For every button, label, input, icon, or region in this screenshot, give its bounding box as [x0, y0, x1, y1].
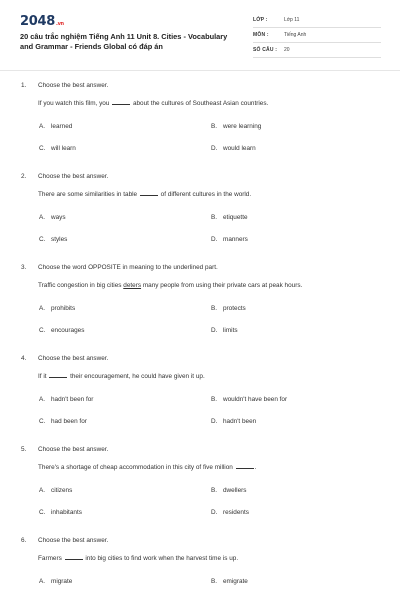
page-header: [0, 0, 400, 70]
question-number: 4.: [21, 355, 27, 362]
question-text: [38, 191, 251, 198]
option-text: ways: [51, 214, 66, 221]
option-letter: A.: [39, 396, 46, 403]
option-letter: D.: [211, 509, 218, 516]
option-text: etiquette: [223, 214, 248, 221]
site-logo[interactable]: [20, 14, 64, 29]
question-text-after: their encouragement, he could have given it up.: [70, 373, 205, 380]
option-c[interactable]: [39, 418, 87, 425]
option-letter: A.: [39, 123, 46, 130]
question-instruction: Choose the best answer.: [38, 173, 109, 180]
question-text-before: There are some similarities in table: [38, 191, 138, 198]
option-c[interactable]: [39, 509, 82, 516]
option-text: dwellers: [223, 487, 247, 494]
question-text: [38, 555, 238, 562]
answer-blank: [112, 104, 130, 105]
option-d[interactable]: [211, 236, 248, 243]
logo-suffix: .vn: [55, 21, 64, 27]
meta-count-row: [253, 44, 381, 58]
option-a[interactable]: [39, 123, 72, 130]
option-letter: A.: [39, 578, 46, 585]
meta-grade-row: [253, 14, 381, 28]
option-c[interactable]: [39, 327, 84, 334]
option-d[interactable]: [211, 418, 256, 425]
option-text: encourages: [51, 327, 85, 334]
option-text: manners: [223, 236, 248, 243]
option-letter: B.: [211, 396, 218, 403]
option-d[interactable]: [211, 509, 249, 516]
option-text: hadn't been for: [51, 396, 94, 403]
option-b[interactable]: [211, 305, 246, 312]
option-a[interactable]: [39, 578, 72, 585]
option-letter: C.: [39, 327, 46, 334]
option-b[interactable]: [211, 214, 248, 221]
meta-subject-row: [253, 29, 381, 43]
option-letter: B.: [211, 214, 218, 221]
question-number: 6.: [21, 537, 27, 544]
option-text: emigrate: [223, 578, 248, 585]
answer-blank: [65, 559, 83, 560]
option-letter: C.: [39, 236, 46, 243]
question-item: [0, 351, 400, 442]
question-text-before: There's a shortage of cheap accommodation in this city of five million: [38, 464, 233, 471]
option-letter: C.: [39, 418, 46, 425]
option-letter: D.: [211, 236, 218, 243]
question-number: 1.: [21, 82, 27, 89]
question-text: [38, 373, 205, 380]
question-text-after: .: [254, 464, 257, 471]
question-text-after: about the cultures of Southeast Asian countries.: [132, 100, 269, 107]
question-text: [38, 282, 302, 289]
question-text: [38, 464, 256, 471]
option-letter: A.: [39, 214, 46, 221]
answer-blank: [49, 377, 67, 378]
question-item: [0, 533, 400, 600]
question-list: [0, 78, 400, 600]
answer-blank: [140, 195, 158, 196]
option-c[interactable]: [39, 145, 76, 152]
option-letter: B.: [211, 305, 218, 312]
meta-grade-value: Lớp 11: [284, 17, 300, 23]
option-text: will learn: [51, 145, 76, 152]
question-text-before: Traffic congestion in big cities: [38, 282, 122, 289]
header-divider: [0, 70, 400, 71]
option-d[interactable]: [211, 327, 238, 334]
underlined-word: deters: [123, 282, 142, 289]
option-a[interactable]: [39, 214, 66, 221]
option-b[interactable]: [211, 487, 246, 494]
meta-grade-label: LỚP :: [253, 17, 268, 23]
question-text-after: of different cultures in the world.: [160, 191, 252, 198]
question-text-before: If it: [38, 373, 47, 380]
option-text: residents: [223, 509, 249, 516]
question-number: 5.: [21, 446, 27, 453]
option-a[interactable]: [39, 487, 72, 494]
option-d[interactable]: [211, 145, 256, 152]
question-item: [0, 260, 400, 351]
option-b[interactable]: [211, 578, 248, 585]
question-number: 2.: [21, 173, 27, 180]
option-letter: A.: [39, 305, 46, 312]
option-letter: A.: [39, 487, 46, 494]
option-b[interactable]: [211, 123, 261, 130]
question-instruction: Choose the best answer.: [38, 537, 109, 544]
option-text: citizens: [51, 487, 73, 494]
meta-count-value: 20: [284, 47, 290, 53]
question-number: 3.: [21, 264, 27, 271]
logo-text: 2048: [20, 14, 55, 29]
document-meta: [253, 14, 381, 59]
option-letter: D.: [211, 327, 218, 334]
option-a[interactable]: [39, 305, 75, 312]
option-text: would learn: [223, 145, 256, 152]
meta-subject-value: Tiếng Anh: [284, 32, 307, 38]
option-letter: B.: [211, 487, 218, 494]
question-item: [0, 169, 400, 260]
option-text: hadn't been: [223, 418, 257, 425]
option-letter: C.: [39, 509, 46, 516]
option-letter: C.: [39, 145, 46, 152]
option-a[interactable]: [39, 396, 93, 403]
option-text: were learning: [223, 123, 262, 130]
option-letter: B.: [211, 578, 218, 585]
option-letter: D.: [211, 418, 218, 425]
option-text: migrate: [51, 578, 73, 585]
question-text-after: into big cities to find work when the harvest time is up.: [85, 555, 239, 562]
meta-count-label: SỐ CÂU :: [253, 47, 278, 53]
question-text-before: If you watch this film, you: [38, 100, 110, 107]
question-instruction: Choose the best answer.: [38, 446, 109, 453]
option-letter: D.: [211, 145, 218, 152]
option-b[interactable]: [211, 396, 287, 403]
question-text: [38, 100, 268, 107]
option-text: prohibits: [51, 305, 76, 312]
option-text: learned: [51, 123, 73, 130]
option-text: wouldn't have been for: [223, 396, 288, 403]
option-text: had been for: [51, 418, 87, 425]
meta-subject-label: MÔN :: [253, 32, 269, 38]
question-instruction: Choose the word OPPOSITE in meaning to the underlined part.: [38, 264, 218, 271]
document-title: 20 câu trắc nghiệm Tiếng Anh 11 Unit 8. Cities - Vocabulary and Grammar - Friends Global có đáp án: [20, 32, 228, 51]
question-text-after: many people from using their private cars at peak hours.: [142, 282, 303, 289]
question-instruction: Choose the best answer.: [38, 82, 109, 89]
option-text: protects: [223, 305, 246, 312]
option-text: styles: [51, 236, 68, 243]
option-text: limits: [223, 327, 238, 334]
question-item: [0, 78, 400, 169]
option-c[interactable]: [39, 236, 67, 243]
question-item: [0, 442, 400, 533]
question-text-before: Farmers: [38, 555, 62, 562]
option-text: inhabitants: [51, 509, 82, 516]
answer-blank: [236, 468, 254, 469]
question-instruction: Choose the best answer.: [38, 355, 109, 362]
option-letter: B.: [211, 123, 218, 130]
